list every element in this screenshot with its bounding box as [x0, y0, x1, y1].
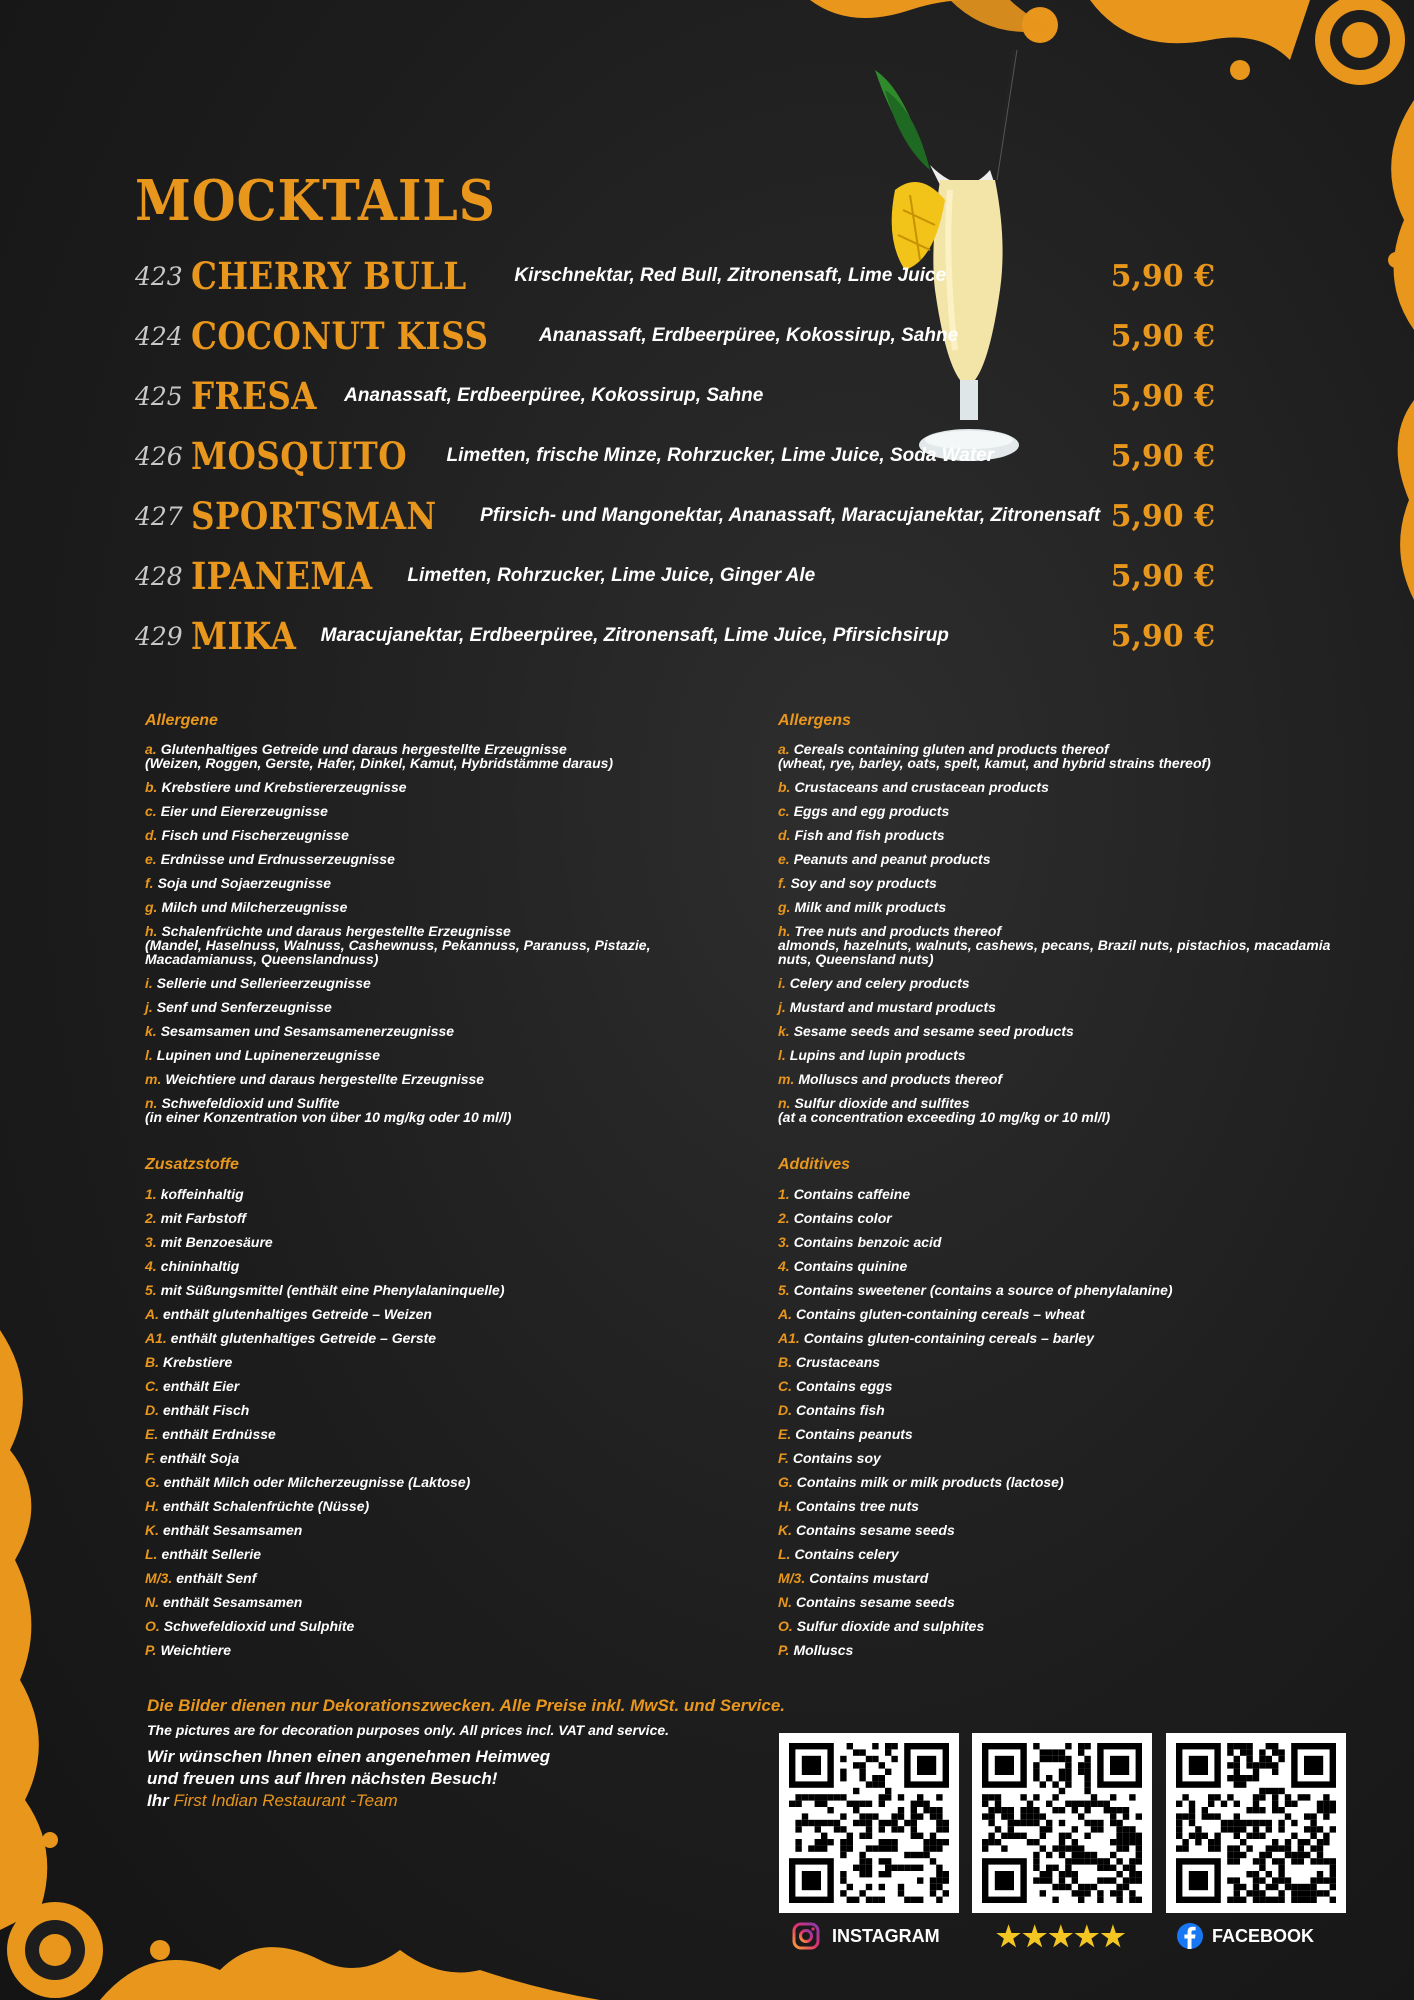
allergen-text: Schwefeldioxid und Sulfite	[161, 1095, 340, 1111]
allergen-code: l.	[145, 1047, 153, 1063]
additive-text: enthält Eier	[163, 1378, 240, 1394]
additive-code: 3.	[145, 1234, 157, 1250]
allergen-item	[778, 852, 1338, 866]
additive-code: E.	[778, 1426, 792, 1442]
allergen-item	[145, 1048, 705, 1062]
additive-item	[145, 1354, 705, 1378]
allergen-code: k.	[778, 1023, 790, 1039]
additive-item	[145, 1618, 705, 1642]
allergen-item	[778, 1072, 1338, 1086]
item-price: 5,90 €	[1110, 618, 1215, 654]
note-de: Die Bilder dienen nur Dekorationszwecken. Alle Preise inkl. MwSt. und Service.	[147, 1696, 786, 1715]
additive-text: Contains mustard	[809, 1570, 929, 1586]
allergen-item	[145, 876, 705, 890]
allergens-en-column	[778, 712, 1338, 1134]
allergen-code: n.	[145, 1095, 158, 1111]
additive-text: mit Farbstoff	[160, 1210, 246, 1226]
item-description: Limetten, Rohrzucker, Lime Juice, Ginger Ale	[407, 565, 816, 586]
additive-code: L.	[145, 1546, 158, 1562]
additive-text: Contains sweetener (contains a source of phenylalanine)	[793, 1282, 1173, 1298]
restaurant-team: First Indian Restaurant -Team	[173, 1791, 398, 1810]
additive-item	[778, 1234, 1338, 1258]
allergen-text: Mustard and mustard products	[789, 999, 996, 1015]
additive-code: A1.	[778, 1330, 800, 1346]
additive-code: G.	[778, 1474, 793, 1490]
allergen-text: Soja und Sojaerzeugnisse	[157, 875, 332, 891]
qr-pattern	[982, 1743, 1142, 1903]
allergen-code: e.	[145, 851, 157, 867]
additive-item	[778, 1258, 1338, 1282]
additive-item	[778, 1186, 1338, 1210]
allergen-code: f.	[145, 875, 154, 891]
additive-text: Weichtiere	[160, 1642, 231, 1658]
allergen-text: Soy and soy products	[790, 875, 937, 891]
allergen-text: Sulfur dioxide and sulfites	[794, 1095, 970, 1111]
additive-item	[778, 1450, 1338, 1474]
additive-item	[778, 1474, 1338, 1498]
additive-code: F.	[145, 1450, 156, 1466]
additive-item	[145, 1402, 705, 1426]
additive-text: Contains milk or milk products (lactose)	[796, 1474, 1064, 1490]
additive-item	[778, 1282, 1338, 1306]
additive-text: mit Benzoesäure	[160, 1234, 273, 1250]
allergen-code: a.	[778, 741, 790, 757]
allergen-item	[145, 976, 705, 990]
allergen-text: Fisch und Fischerzeugnisse	[161, 827, 349, 843]
item-description: Ananassaft, Erdbeerpüree, Kokossirup, Sahne	[344, 385, 764, 406]
item-name: MIKA	[191, 614, 297, 658]
item-price: 5,90 €	[1110, 318, 1215, 354]
allergens-en-heading: Allergens	[778, 712, 851, 729]
item-number: 424	[135, 321, 183, 351]
additive-text: enthält glutenhaltiges Getreide – Gerste	[170, 1330, 437, 1346]
additive-item	[778, 1330, 1338, 1354]
additive-item	[778, 1618, 1338, 1642]
item-description: Pfirsich- und Mangonektar, Ananassaft, Maracujanektar, Zitronensaft	[480, 505, 1101, 526]
item-description: Kirschnektar, Red Bull, Zitronensaft, Lime Juice	[514, 265, 947, 286]
farewell	[147, 1746, 785, 1812]
additive-item	[778, 1570, 1338, 1594]
allergen-detail: (at a concentration exceeding 10 mg/kg or 10 ml/l)	[778, 1109, 1111, 1125]
additive-code: 4.	[778, 1258, 790, 1274]
allergen-detail: (Mandel, Haselnuss, Walnuss, Cashewnuss, Pekannuss, Paranuss, Pistazie, Macadamianuss, Queenslandnuss)	[145, 937, 651, 967]
additive-item	[145, 1258, 705, 1282]
additive-item	[145, 1234, 705, 1258]
allergen-text: Tree nuts and products thereof	[794, 923, 1002, 939]
allergen-text: Glutenhaltiges Getreide und daraus hergestellte Erzeugnisse	[160, 741, 567, 757]
additive-text: enthält glutenhaltiges Getreide – Weizen	[163, 1306, 432, 1322]
additive-text: Contains caffeine	[793, 1186, 911, 1202]
additive-item	[145, 1642, 705, 1666]
additive-text: Contains quinine	[793, 1258, 908, 1274]
allergen-code: g.	[145, 899, 158, 915]
allergen-code: k.	[145, 1023, 157, 1039]
allergen-text: Lupinen und Lupinenerzeugnisse	[156, 1047, 381, 1063]
additive-code: K.	[145, 1522, 159, 1538]
allergen-item	[145, 924, 705, 966]
allergen-item	[778, 804, 1338, 818]
additive-text: enthält Sellerie	[161, 1546, 262, 1562]
allergen-text: Fish and fish products	[794, 827, 945, 843]
additive-code: A.	[145, 1306, 159, 1322]
additive-item	[145, 1450, 705, 1474]
allergen-detail: (wheat, rye, barley, oats, spelt, kamut, and hybrid strains thereof)	[778, 755, 1211, 771]
additive-item	[778, 1378, 1338, 1402]
additive-item	[778, 1498, 1338, 1522]
allergen-code: f.	[778, 875, 787, 891]
additive-code: C.	[778, 1378, 792, 1394]
additive-text: enthält Milch oder Milcherzeugnisse (Laktose)	[163, 1474, 471, 1490]
allergen-code: l.	[778, 1047, 786, 1063]
additive-text: mit Süßungsmittel (enthält eine Phenylalaninquelle)	[160, 1282, 505, 1298]
allergen-code: b.	[145, 779, 158, 795]
allergen-item	[778, 1000, 1338, 1014]
additive-text: Contains gluten-containing cereals – barley	[803, 1330, 1094, 1346]
additive-item	[145, 1426, 705, 1450]
allergen-code: c.	[778, 803, 790, 819]
allergen-code: j.	[778, 999, 786, 1015]
item-price: 5,90 €	[1110, 378, 1215, 414]
allergen-detail: almonds, hazelnuts, walnuts, cashews, pecans, Brazil nuts, pistachios, macadamia nuts, Queensland nuts)	[778, 937, 1331, 967]
allergen-code: n.	[778, 1095, 791, 1111]
additive-code: N.	[145, 1594, 159, 1610]
item-name: COCONUT KISS	[191, 314, 489, 358]
allergen-text: Erdnüsse und Erdnusserzeugnisse	[160, 851, 395, 867]
additive-code: K.	[778, 1522, 792, 1538]
additive-item	[778, 1354, 1338, 1378]
allergen-text: Sellerie und Sellerieerzeugnisse	[156, 975, 371, 991]
allergen-item	[145, 1000, 705, 1014]
menu-item	[135, 366, 1215, 426]
allergen-text: Milch und Milcherzeugnisse	[161, 899, 348, 915]
allergen-item	[145, 1096, 705, 1124]
item-number: 429	[135, 621, 183, 651]
additive-text: enthält Fisch	[163, 1402, 250, 1418]
item-price: 5,90 €	[1110, 438, 1215, 474]
item-number: 428	[135, 561, 183, 591]
additive-text: koffeinhaltig	[160, 1186, 244, 1202]
allergen-code: g.	[778, 899, 791, 915]
allergen-text: Krebstiere und Krebstiererzeugnisse	[161, 779, 407, 795]
allergen-item	[145, 852, 705, 866]
additive-text: Contains eggs	[796, 1378, 893, 1394]
additive-item	[145, 1186, 705, 1210]
additive-item	[145, 1330, 705, 1354]
additive-item	[778, 1594, 1338, 1618]
additive-code: F.	[778, 1450, 789, 1466]
additive-item	[778, 1426, 1338, 1450]
allergen-code: b.	[778, 779, 791, 795]
allergen-item	[145, 828, 705, 842]
qr-pattern	[789, 1743, 949, 1903]
allergen-item	[778, 1048, 1338, 1062]
item-number: 426	[135, 441, 183, 471]
allergen-item	[145, 1024, 705, 1038]
additive-code: 1.	[145, 1186, 157, 1202]
page-title: MOCKTAILS	[135, 168, 496, 234]
additive-code: D.	[145, 1402, 159, 1418]
allergen-item	[778, 924, 1338, 966]
additive-text: Contains soy	[792, 1450, 881, 1466]
item-number: 425	[135, 381, 183, 411]
additive-code: P.	[145, 1642, 157, 1658]
additive-text: enthält Schalenfrüchte (Nüsse)	[163, 1498, 370, 1514]
additive-code: 2.	[145, 1210, 157, 1226]
allergen-code: c.	[145, 803, 157, 819]
additives-de-heading: Zusatzstoffe	[145, 1156, 239, 1173]
qr-code-reviews[interactable]	[972, 1733, 1152, 1913]
additive-code: O.	[778, 1618, 793, 1634]
allergen-item	[778, 828, 1338, 842]
additive-item	[145, 1210, 705, 1234]
additive-code: M/3.	[145, 1570, 173, 1586]
additive-item	[145, 1498, 705, 1522]
item-name: MOSQUITO	[191, 434, 408, 478]
additive-code: H.	[145, 1498, 159, 1514]
additive-item	[145, 1570, 705, 1594]
additive-code: H.	[778, 1498, 792, 1514]
allergen-code: m.	[778, 1071, 795, 1087]
additive-code: 2.	[778, 1210, 790, 1226]
additive-code: 3.	[778, 1234, 790, 1250]
additive-text: enthält Senf	[176, 1570, 257, 1586]
additive-item	[778, 1522, 1338, 1546]
allergen-text: Weichtiere und daraus hergestellte Erzeugnisse	[165, 1071, 485, 1087]
allergen-text: Lupins and lupin products	[789, 1047, 966, 1063]
instagram-label: INSTAGRAM	[832, 1925, 940, 1946]
additive-code: A.	[778, 1306, 792, 1322]
additive-code: B.	[145, 1354, 159, 1370]
allergen-text: Schalenfrüchte und daraus hergestellte Erzeugnisse	[161, 923, 511, 939]
menu-item	[135, 606, 1215, 666]
allergens-de-heading: Allergene	[145, 712, 218, 729]
allergen-detail: (in einer Konzentration von über 10 mg/kg oder 10 ml/l)	[145, 1109, 512, 1125]
item-price: 5,90 €	[1110, 558, 1215, 594]
ornament-right-edge	[1374, 100, 1414, 600]
menu-item	[135, 486, 1215, 546]
additive-item	[145, 1306, 705, 1330]
additive-code: 5.	[778, 1282, 790, 1298]
additive-text: enthält Sesamsamen	[163, 1522, 303, 1538]
additive-text: Contains tree nuts	[796, 1498, 919, 1514]
item-description: Limetten, frische Minze, Rohrzucker, Lime Juice, Soda Water	[446, 445, 995, 466]
star-icons: ★★★★★	[996, 1920, 1127, 1952]
additive-text: Crustaceans	[796, 1354, 881, 1370]
additive-code: O.	[145, 1618, 160, 1634]
allergen-item	[778, 976, 1338, 990]
allergen-item	[778, 742, 1338, 770]
additive-text: Sulfur dioxide and sulphites	[796, 1618, 985, 1634]
allergen-text: Eggs and egg products	[793, 803, 950, 819]
additive-text: Contains celery	[794, 1546, 899, 1562]
allergen-text: Sesame seeds and sesame seed products	[793, 1023, 1074, 1039]
additive-item	[145, 1282, 705, 1306]
allergen-text: Sesamsamen und Sesamsamenerzeugnisse	[160, 1023, 455, 1039]
item-number: 423	[135, 261, 183, 291]
qr-code-facebook[interactable]	[1166, 1733, 1346, 1913]
menu-item	[135, 426, 1215, 486]
allergen-text: Cereals containing gluten and products thereof	[793, 741, 1109, 757]
menu-item	[135, 546, 1215, 606]
allergen-code: i.	[778, 975, 786, 991]
additive-item	[778, 1210, 1338, 1234]
additive-code: B.	[778, 1354, 792, 1370]
additive-text: Krebstiere	[163, 1354, 233, 1370]
allergen-item	[778, 1096, 1338, 1124]
allergen-item	[145, 742, 705, 770]
allergen-item	[145, 780, 705, 794]
allergen-code: a.	[145, 741, 157, 757]
allergen-detail: (Weizen, Roggen, Gerste, Hafer, Dinkel, Kamut, Hybridstämme daraus)	[145, 755, 614, 771]
additives-en-column	[778, 1156, 1338, 1666]
additive-code: C.	[145, 1378, 159, 1394]
additive-text: enthält Soja	[159, 1450, 240, 1466]
allergen-code: j.	[145, 999, 153, 1015]
allergen-item	[778, 876, 1338, 890]
item-name: CHERRY BULL	[191, 254, 467, 298]
additive-code: A1.	[145, 1330, 167, 1346]
farewell-line-3: Ihr First Indian Restaurant -Team	[147, 1791, 398, 1810]
additive-item	[778, 1642, 1338, 1666]
facebook-label: FACEBOOK	[1212, 1925, 1315, 1946]
additive-text: Molluscs	[793, 1642, 854, 1658]
allergen-text: Celery and celery products	[789, 975, 970, 991]
item-description: Maracujanektar, Erdbeerpüree, Zitronensaft, Lime Juice, Pfirsichsirup	[320, 625, 949, 646]
facebook-link[interactable]	[1176, 1920, 1314, 1952]
instagram-link[interactable]	[792, 1920, 940, 1952]
allergen-code: h.	[145, 923, 158, 939]
qr-pattern	[1176, 1743, 1336, 1903]
additive-item	[145, 1546, 705, 1570]
additive-text: enthält Sesamsamen	[163, 1594, 303, 1610]
additive-text: Contains peanuts	[795, 1426, 913, 1442]
additives-de-column	[145, 1156, 705, 1666]
mocktail-menu	[135, 246, 1215, 666]
item-description: Ananassaft, Erdbeerpüree, Kokossirup, Sahne	[538, 325, 959, 346]
footer-notes	[147, 1696, 785, 1812]
additive-text: Contains benzoic acid	[793, 1234, 942, 1250]
additive-item	[145, 1522, 705, 1546]
additive-code: D.	[778, 1402, 792, 1418]
additive-item	[145, 1378, 705, 1402]
additive-item	[778, 1402, 1338, 1426]
allergen-item	[145, 1072, 705, 1086]
allergen-item	[778, 780, 1338, 794]
qr-code-instagram[interactable]	[779, 1733, 959, 1913]
additive-text: chininhaltig	[160, 1258, 240, 1274]
additives-en-heading: Additives	[778, 1156, 851, 1173]
additive-item	[778, 1546, 1338, 1570]
item-price: 5,90 €	[1110, 258, 1215, 294]
allergen-code: d.	[145, 827, 158, 843]
allergen-code: d.	[778, 827, 791, 843]
allergen-code: e.	[778, 851, 790, 867]
menu-item	[135, 306, 1215, 366]
additive-code: 5.	[145, 1282, 157, 1298]
additive-text: Contains color	[793, 1210, 892, 1226]
additive-code: M/3.	[778, 1570, 806, 1586]
additive-text: Contains gluten-containing cereals – wheat	[796, 1306, 1085, 1322]
item-number: 427	[135, 501, 183, 531]
additive-text: Schwefeldioxid und Sulphite	[163, 1618, 355, 1634]
additive-text: Contains sesame seeds	[796, 1522, 955, 1538]
additive-item	[145, 1594, 705, 1618]
additive-code: P.	[778, 1642, 790, 1658]
additive-item	[145, 1474, 705, 1498]
rating-stars	[996, 1920, 1127, 1952]
note-en: The pictures are for decoration purposes only. All prices incl. VAT and service.	[147, 1722, 670, 1738]
item-name: SPORTSMAN	[191, 494, 437, 538]
additive-code: G.	[145, 1474, 160, 1490]
allergen-text: Molluscs and products thereof	[798, 1071, 1003, 1087]
additive-text: Contains fish	[796, 1402, 885, 1418]
allergen-item	[145, 804, 705, 818]
additive-code: E.	[145, 1426, 159, 1442]
allergen-code: i.	[145, 975, 153, 991]
allergen-item	[778, 900, 1338, 914]
item-name: FRESA	[191, 374, 317, 418]
allergen-text: Senf und Senferzeugnisse	[156, 999, 332, 1015]
allergen-text: Peanuts and peanut products	[793, 851, 991, 867]
allergen-text: Milk and milk products	[794, 899, 947, 915]
allergen-item	[145, 900, 705, 914]
allergen-code: m.	[145, 1071, 162, 1087]
additive-code: L.	[778, 1546, 791, 1562]
farewell-line-2: und freuen uns auf Ihren nächsten Besuch!	[147, 1769, 498, 1788]
additive-text: Contains sesame seeds	[796, 1594, 955, 1610]
additive-item	[778, 1306, 1338, 1330]
menu-item	[135, 246, 1215, 306]
allergen-text: Crustaceans and crustacean products	[794, 779, 1049, 795]
additive-code: 1.	[778, 1186, 790, 1202]
item-price: 5,90 €	[1110, 498, 1215, 534]
additive-code: N.	[778, 1594, 792, 1610]
allergens-de-column	[145, 712, 705, 1134]
item-name: IPANEMA	[191, 554, 373, 598]
farewell-line-1: Wir wünschen Ihnen einen angenehmen Heimweg	[147, 1747, 551, 1766]
additive-code: 4.	[145, 1258, 157, 1274]
facebook-icon	[1176, 1922, 1204, 1950]
instagram-icon	[792, 1922, 820, 1950]
allergen-text: Eier und Eiererzeugnisse	[160, 803, 328, 819]
allergen-code: h.	[778, 923, 791, 939]
allergen-item	[778, 1024, 1338, 1038]
additive-text: enthält Erdnüsse	[162, 1426, 276, 1442]
